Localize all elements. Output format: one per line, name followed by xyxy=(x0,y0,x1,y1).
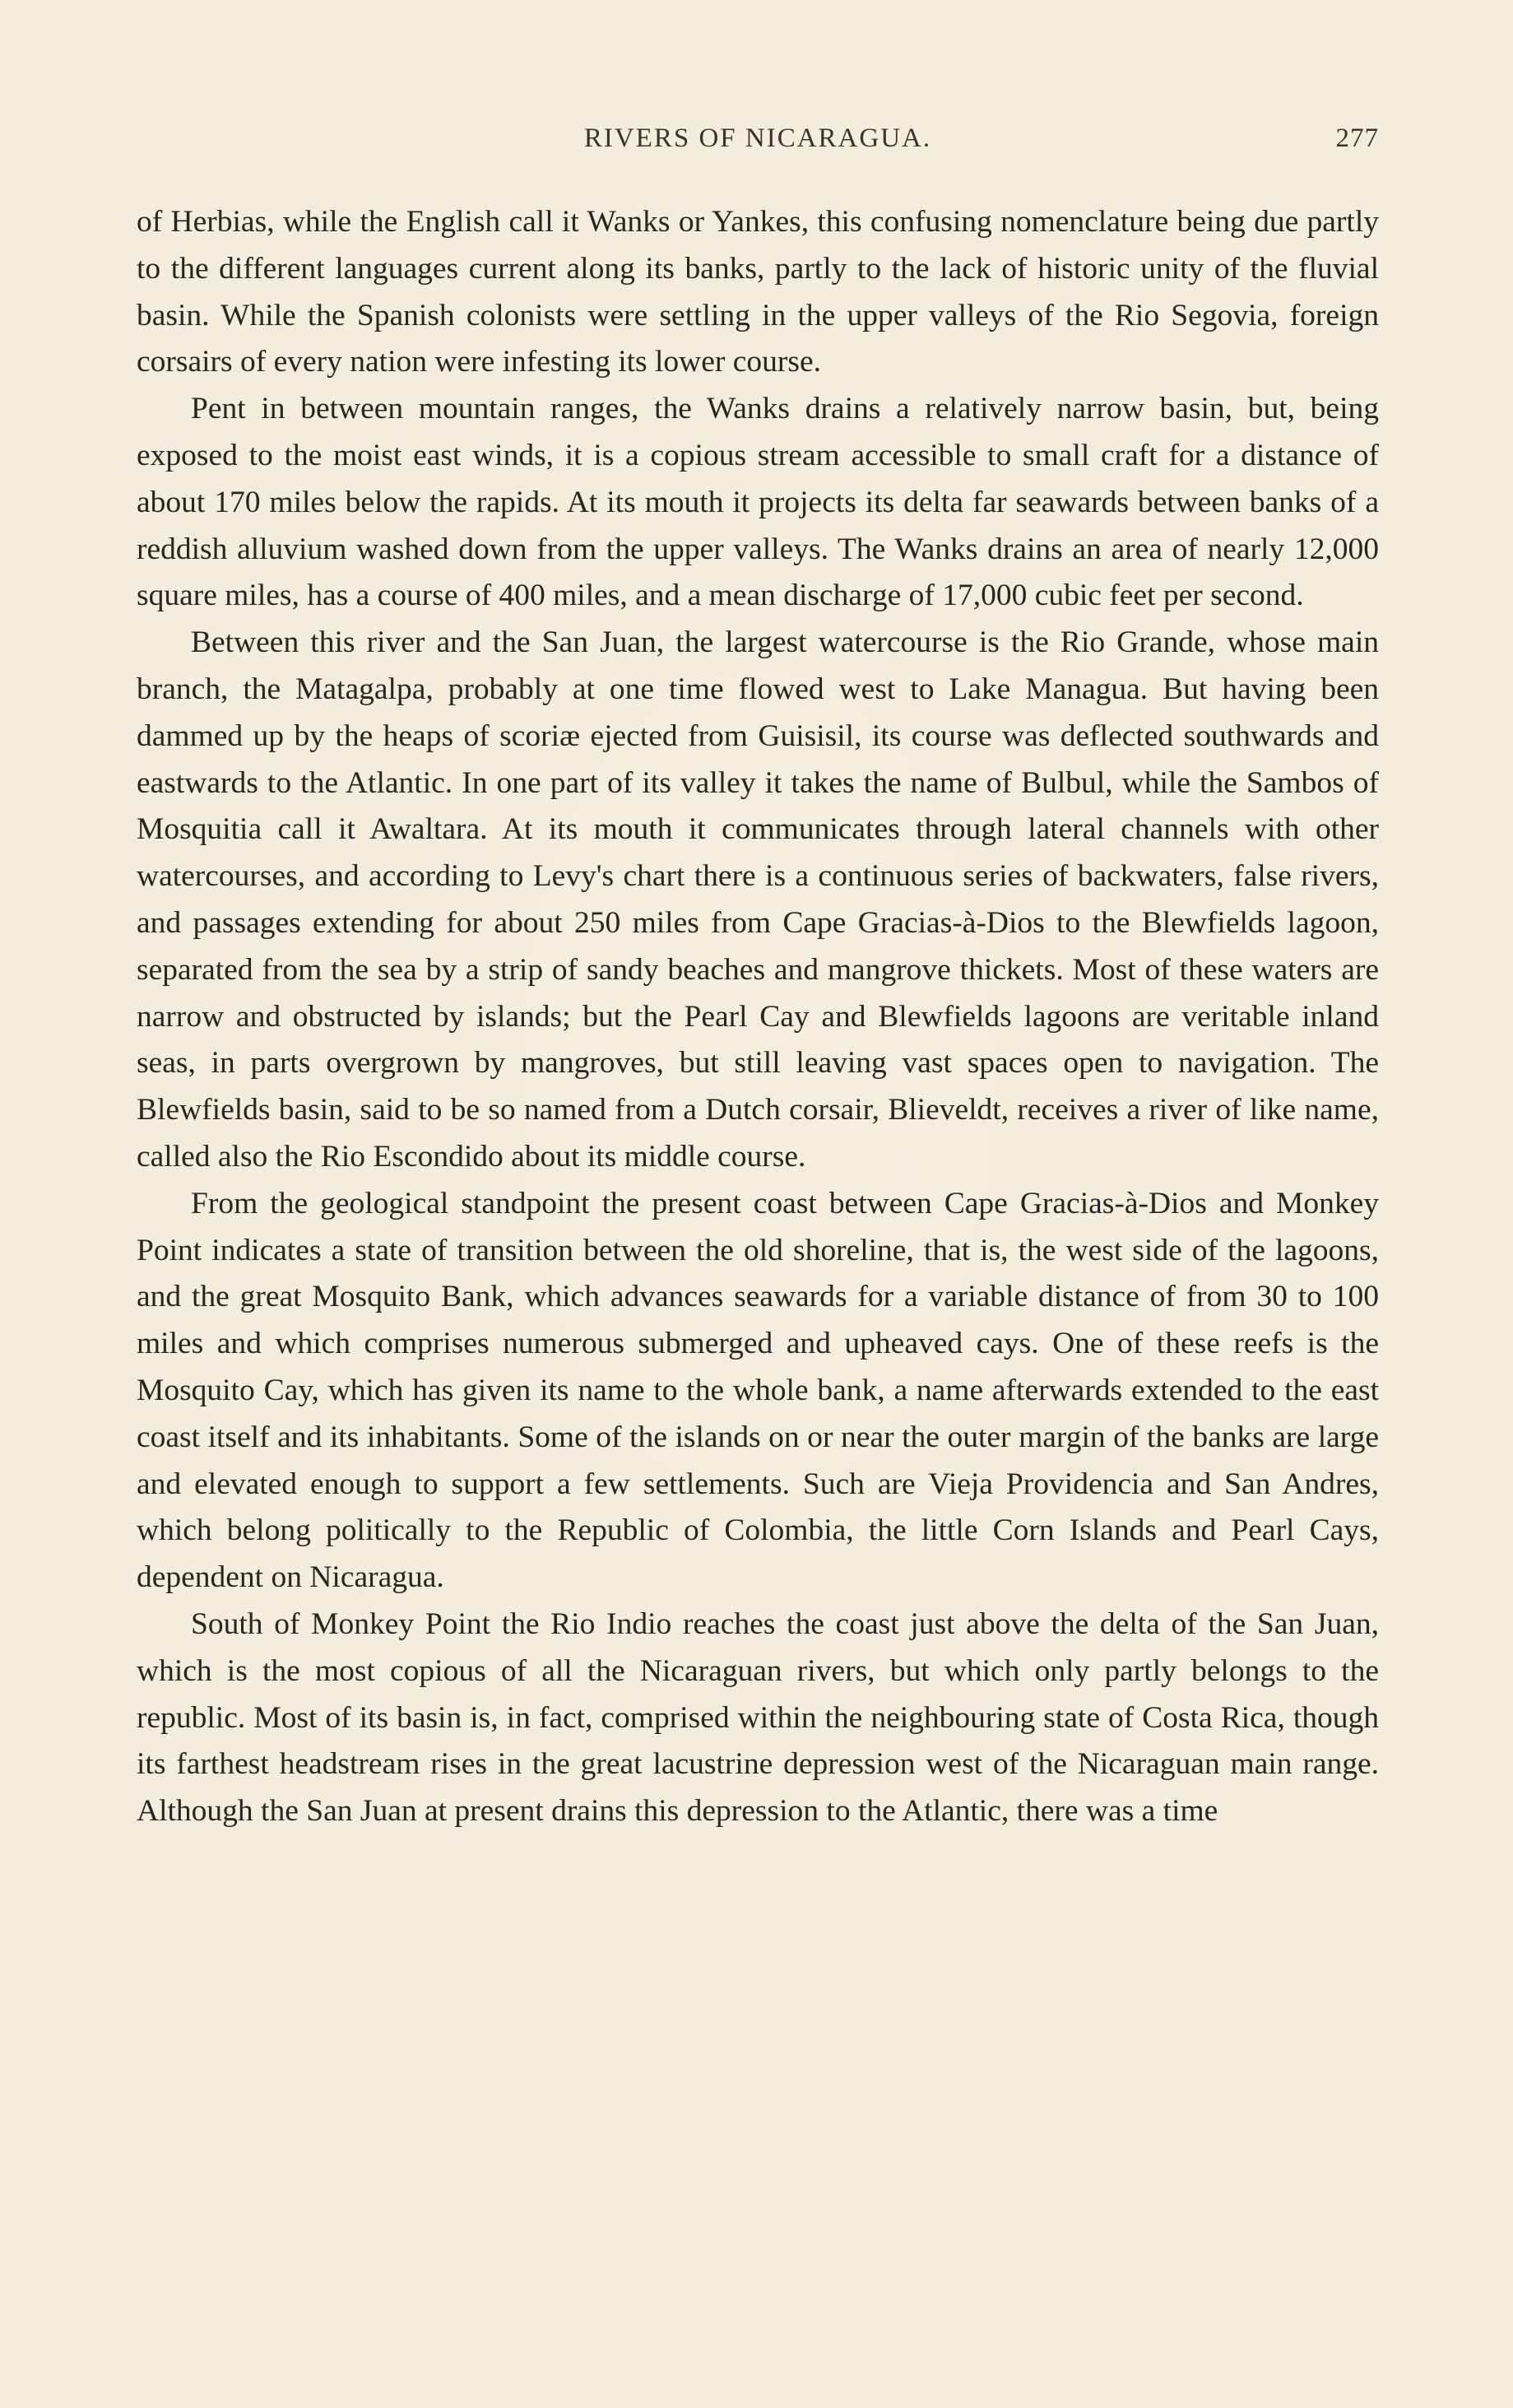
paragraph-continued: of Herbias, while the English call it Wanks or Yankes, this confusing nomenclature being due partly to the different languages current along its banks, partly to the lack of historic unity of the fluvial basin. While the Spanish colonists were settling in the upper valleys of the Rio Segovia, foreign corsairs of every nation were infesting its lower course. xyxy=(137,205,1379,379)
paragraph-wanks-basin: Pent in between mountain ranges, the Wanks drains a relatively narrow basin, but, being exposed to the moist east winds, it is a copious stream accessible to small craft for a distance of about 170 miles below the rapids. At its mouth it projects its delta far seawards between banks of a reddish alluvium washed down from the upper valleys. The Wanks drains an area of nearly 12,000 square miles, has a course of 400 miles, and a mean discharge of 17,000 cubic feet per second. xyxy=(137,392,1379,613)
page-number: 277 xyxy=(1335,123,1379,153)
paragraph-geology: From the geological standpoint the present coast between Cape Gracias-à-Dios and Monkey Point indicates a state of transition between the old shoreline, that is, the west side of the lagoons, and the great Mosquito Bank, which advances seawards for a variable distance of from 30 to 100 miles and which comprises numerous submerged and upheaved cays. One of these reefs is the Mosquito Cay, which has given its name to the whole bank, a name afterwards extended to the east coast itself and its inhabitants. Some of the islands on or near the outer margin of the banks are large and elevated enough to support a few settlements. Such are Vieja Providencia and San Andres, which belong politically to the Republic of Colombia, the little Corn Islands and Pearl Cays, dependent on Nicaragua. xyxy=(137,1186,1379,1595)
paragraph-san-juan: South of Monkey Point the Rio Indio reaches the coast just above the delta of the San Juan, which is the most copious of all the Nicaraguan rivers, but which only partly belongs to the republic. Most of its basin is, in fact, comprised within the neighbouring state of Costa Rica, though its farthest headstream rises in the great lacustrine depression west of the Nicaraguan main range. Although the San Juan at present drains this depression to the Atlantic, there was a time xyxy=(137,1606,1379,1829)
running-title: RIVERS OF NICARAGUA. xyxy=(583,123,932,153)
paragraph-rio-grande: Between this river and the San Juan, the largest watercourse is the Rio Grande, whose main branch, the Matagalpa, probably at one time flowed west to Lake Managua. But having been dammed up by the heaps of scoriæ ejected from Guisisil, its course was deflected southwards and eastwards to the Atlantic. In one part of its valley it takes the name of Bulbul, while the Sambos of Mosquitia call it Awaltara. At its mouth it communicates through lateral channels with other watercourses, and according to Levy's chart there is a continuous series of backwaters, false rivers, and passages extending for about 250 miles from Cape Gracias-à-Dios to the Blewfields lagoon, separated from the sea by a strip of sandy beaches and mangrove thickets. Most of these waters are narrow and obstructed by islands; but the Pearl Cay and Blewfields lagoons are veritable inland seas, in parts overgrown by mangroves, but still leaving vast spaces open to navigation. The Blewfields basin, said to be so named from a Dutch corsair, Blieveldt, receives a river of like name, called also the Rio Escondido about its middle course. xyxy=(137,625,1379,1174)
running-head xyxy=(137,123,1379,173)
body-text xyxy=(137,199,1379,1835)
